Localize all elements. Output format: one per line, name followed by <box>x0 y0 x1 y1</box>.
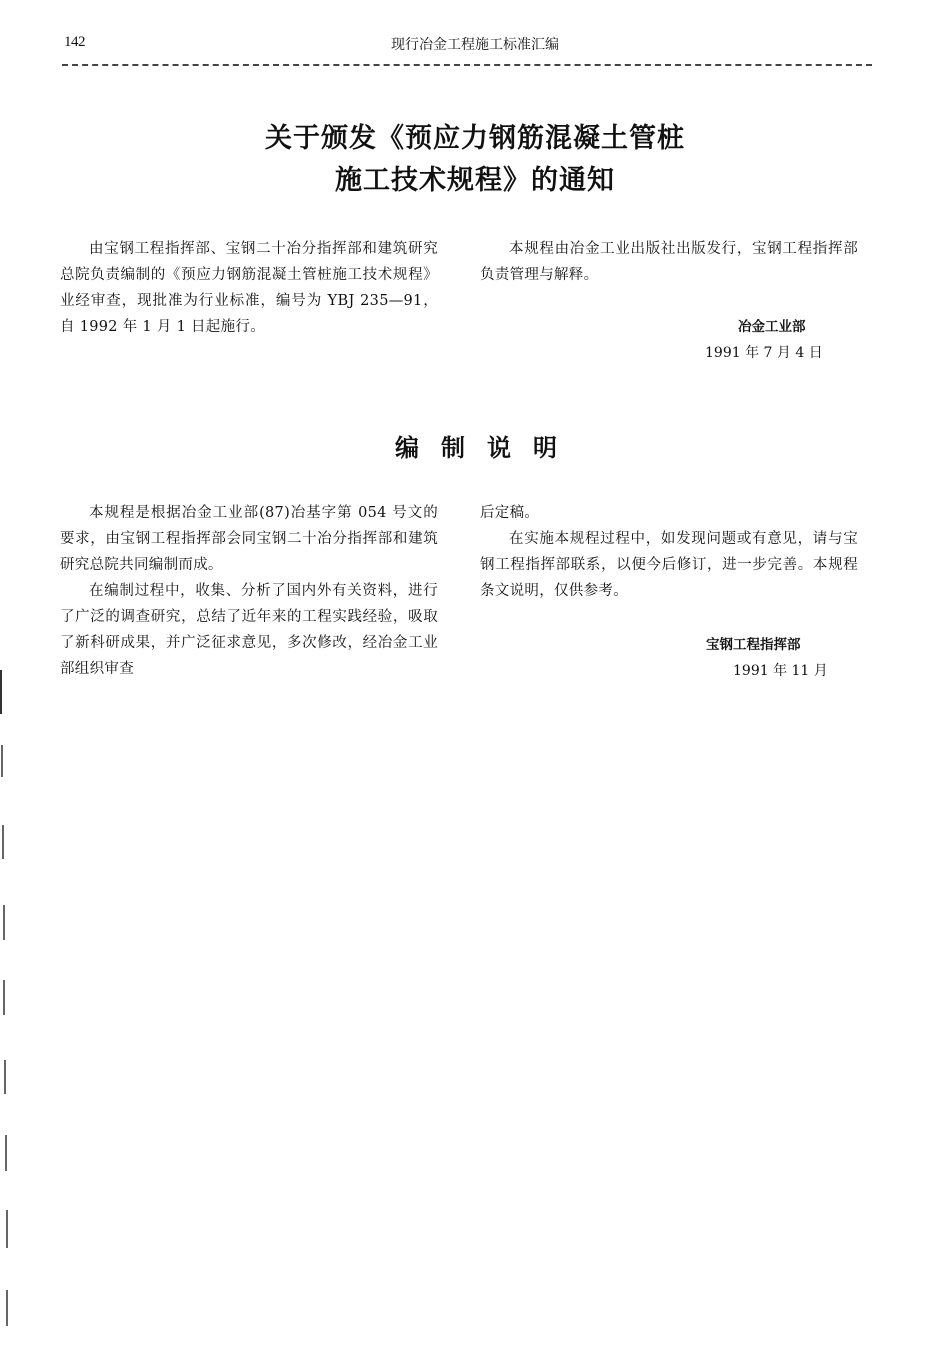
notice-paragraph-1: 由宝钢工程指挥部、宝钢二十冶分指挥部和建筑研究总院负责编制的《预应力钢筋混凝土管桩施工技术规程》业经审查，现批准为行业标准，编号为 YBJ 235—91，自 1992 年 1 月 1 日起施行。 <box>60 241 438 335</box>
scan-artifact <box>2 825 4 859</box>
header-divider <box>62 64 872 66</box>
scan-artifact <box>3 905 5 940</box>
explanation-paragraph-3: 在实施本规程过程中，如发现问题或有意见，请与宝钢工程指挥部联系，以便今后修订，进一步完善。本规程条文说明，仅供参考。 <box>480 531 858 599</box>
scan-artifact <box>0 670 2 714</box>
notice-signature-org: 冶金工业部 <box>738 319 806 335</box>
notice-signature-date: 1991 年 7 月 4 日 <box>705 345 823 361</box>
scan-artifact <box>3 980 5 1015</box>
scan-artifact <box>6 1210 8 1248</box>
scan-artifact <box>5 1135 7 1171</box>
scan-artifact <box>1 745 3 777</box>
explanation-signature-org: 宝钢工程指挥部 <box>706 637 801 653</box>
notice-paragraph-2: 本规程由冶金工业出版社出版发行，宝钢工程指挥部负责管理与解释。 <box>480 241 858 283</box>
notice-left-column <box>60 236 438 340</box>
page-number: 142 <box>64 34 85 50</box>
running-header <box>0 34 950 54</box>
scan-artifact <box>4 1060 6 1094</box>
explanation-paragraph-1: 本规程是根据冶金工业部(87)冶基字第 054 号文的要求，由宝钢工程指挥部会同宝钢二十冶分指挥部和建筑研究总院共同编制而成。 <box>60 505 438 573</box>
explanation-paragraph-2-continued: 后定稿。 <box>480 505 540 521</box>
explanation-left-column <box>60 500 438 682</box>
explanation-paragraph-2: 在编制过程中，收集、分析了国内外有关资料，进行了广泛的调查研究，总结了近年来的工程实践经验，吸取了新科研成果，并广泛征求意见，多次修改，经冶金工业部组织审查 <box>60 583 438 677</box>
explanation-title: 编制说明 <box>395 434 579 462</box>
explanation-right-column <box>480 500 858 604</box>
explanation-signature-date: 1991 年 11 月 <box>733 663 828 679</box>
running-header-title: 现行冶金工程施工标准汇编 <box>391 37 559 53</box>
notice-title-line2: 施工技术规程》的通知 <box>335 165 615 196</box>
notice-title <box>0 118 950 202</box>
scan-artifact <box>6 1290 8 1326</box>
notice-title-line1: 关于颁发《预应力钢筋混凝土管桩 <box>265 123 685 154</box>
notice-right-column <box>480 236 858 288</box>
